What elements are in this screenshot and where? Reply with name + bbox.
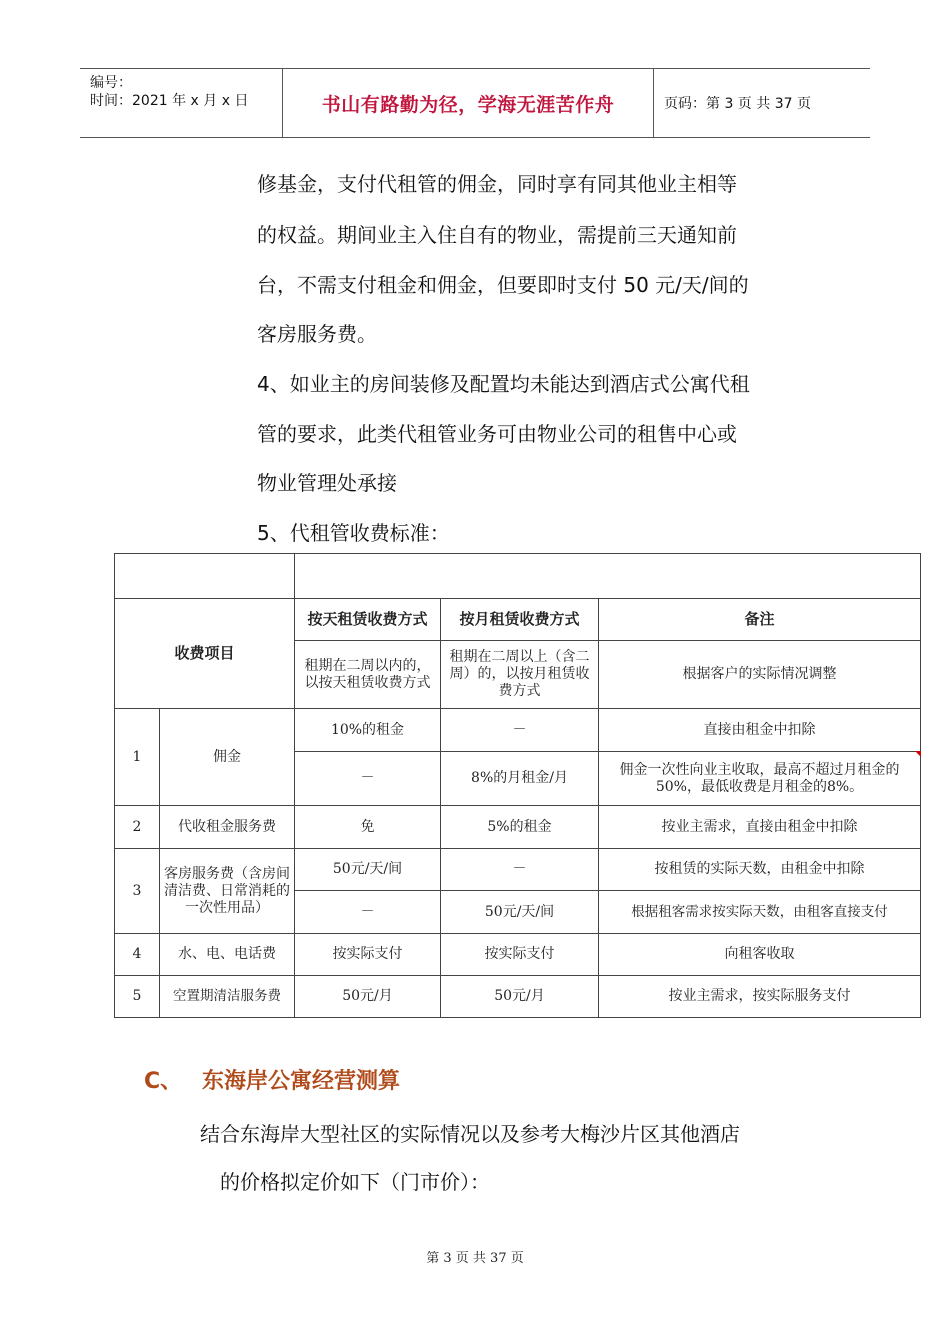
table-row: [115, 849, 921, 891]
table-header-row: [115, 599, 921, 641]
row-note: 根据租客需求按实际天数，由租客直接支付: [599, 891, 921, 934]
row-note: 按租赁的实际天数，由租金中扣除: [599, 849, 921, 891]
header-daily: 按天租赁收费方式: [295, 599, 441, 641]
row-note: 直接由租金中扣除: [599, 709, 921, 752]
row-note: 按业主需求，按实际服务支付: [599, 976, 921, 1018]
row-item-name: 代收租金服务费: [160, 806, 295, 849]
comment-marker-icon: [915, 751, 921, 757]
daily-desc: 租期在二周以内的，以按天租赁收费方式: [295, 641, 441, 709]
monthly-desc: 租期在二周以上（含二周）的，以按月租赁收费方式: [441, 641, 599, 709]
row-number: 5: [115, 976, 160, 1018]
row-daily: 免: [295, 806, 441, 849]
row-number: 2: [115, 806, 160, 849]
page-footer: 第 3 页 共 37 页: [426, 1251, 524, 1266]
row-daily: 按实际支付: [295, 934, 441, 976]
blank-cell: [115, 554, 295, 599]
table-row: [115, 806, 921, 849]
paragraph-line-6: 管的要求，此类代租管业务可由物业公司的租售中心或: [257, 422, 737, 446]
section-text-line-1: 结合东海岸大型社区的实际情况以及参考大梅沙片区其他酒店: [200, 1122, 740, 1146]
row-daily: －: [295, 891, 441, 934]
row-item-name: 客房服务费（含房间清洁费、日常消耗的一次性用品）: [160, 849, 295, 934]
table-row: [115, 934, 921, 976]
blank-cell: [295, 554, 921, 599]
fee-table-wrap: [114, 553, 921, 1018]
note-desc: 根据客户的实际情况调整: [599, 641, 921, 709]
row-monthly: 50元/月: [441, 976, 599, 1018]
row-daily: 50元/月: [295, 976, 441, 1018]
row-daily: 50元/天/间: [295, 849, 441, 891]
table-row: [115, 709, 921, 752]
row-monthly: 按实际支付: [441, 934, 599, 976]
header-fee-item: 收费项目: [115, 599, 295, 709]
row-monthly: 8%的月租金/月: [441, 752, 599, 806]
paragraph-line-8: 5、代租管收费标准：: [257, 521, 450, 545]
row-daily: 10%的租金: [295, 709, 441, 752]
header-time: 时间：2021 年 x 月 x 日: [90, 93, 249, 109]
section-text-line-2: 的价格拟定价如下（门市价）：: [220, 1170, 490, 1194]
table-row: [115, 976, 921, 1018]
fee-table: [114, 553, 921, 1018]
paragraph-line-5: 4、如业主的房间装修及配置均未能达到酒店式公寓代租: [257, 372, 750, 396]
row-number: 1: [115, 709, 160, 806]
row-monthly: －: [441, 849, 599, 891]
section-title: 东海岸公寓经营测算: [202, 1069, 401, 1094]
row-item-name: 佣金: [160, 709, 295, 806]
row-monthly: 50元/天/间: [441, 891, 599, 934]
paragraph-line-7: 物业管理处承接: [257, 471, 397, 495]
header-motto: 书山有路勤为径，学海无涯苦作舟: [283, 69, 654, 137]
row-monthly: 5%的租金: [441, 806, 599, 849]
section-heading: [144, 1064, 400, 1095]
row-number: 4: [115, 934, 160, 976]
header-monthly: 按月租赁收费方式: [441, 599, 599, 641]
row-daily: －: [295, 752, 441, 806]
paragraph-line-2: 的权益。期间业主入住自有的物业，需提前三天通知前: [257, 223, 737, 247]
header-note: 备注: [599, 599, 921, 641]
row-number: 3: [115, 849, 160, 934]
paragraph-line-1: 修基金，支付代租管的佣金，同时享有同其他业主相等: [257, 172, 737, 196]
row-note-text: 佣金一次性向业主收取，最高不超过月租金的50%，最低收费是月租金的8%。: [619, 761, 900, 795]
paragraph-line-4: 客房服务费。: [257, 322, 377, 346]
row-note: 向租客收取: [599, 934, 921, 976]
row-note: [599, 752, 921, 806]
paragraph-line-3: 台，不需支付租金和佣金，但要即时支付 50 元/天/间的: [257, 273, 749, 297]
row-note: 按业主需求，直接由租金中扣除: [599, 806, 921, 849]
row-monthly: －: [441, 709, 599, 752]
header-meta: [80, 69, 283, 137]
header-number: 编号：: [90, 75, 132, 91]
table-top-blank-row: [115, 554, 921, 599]
row-item-name: 空置期清洁服务费: [160, 976, 295, 1018]
page-header: [80, 68, 870, 138]
row-item-name: 水、电、电话费: [160, 934, 295, 976]
header-page-info: 页码：第 3 页 共 37 页: [664, 96, 811, 112]
section-number: C、: [144, 1069, 183, 1094]
